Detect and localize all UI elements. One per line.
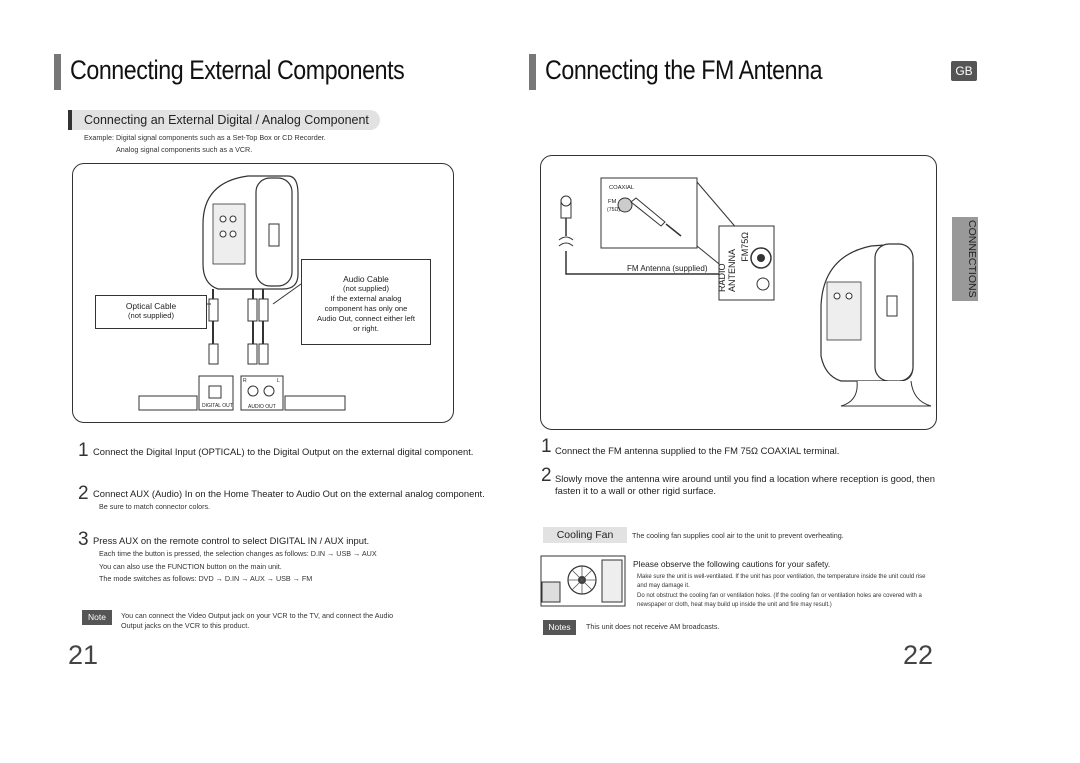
left-page-title: Connecting External Components <box>70 55 405 85</box>
cooling-fan-label: Cooling Fan <box>543 527 627 543</box>
step-2-sub: Be sure to match connector colors. <box>99 502 211 511</box>
component-connection-diagram <box>72 163 454 423</box>
section-subtitle: Connecting an External Digital / Analog Component <box>68 110 380 130</box>
fm75-label: FM75Ω <box>740 232 750 262</box>
notes-badge: Notes <box>543 620 576 635</box>
r-label: R <box>243 378 247 384</box>
coaxial-label: COAXIAL <box>609 185 635 191</box>
audio-out-label: AUDIO OUT <box>248 404 276 410</box>
note-line-2: Output jacks on the VCR to this product. <box>121 621 250 630</box>
antenna-illustration <box>541 156 936 429</box>
example-line-2: Analog signal components such as a VCR. <box>116 145 253 154</box>
example-line-1: Example: Digital signal components such as a Set-Top Box or CD Recorder. <box>84 133 326 142</box>
cooling-fan-illustration <box>540 554 630 610</box>
notes-text: This unit does not receive AM broadcasts. <box>586 622 720 631</box>
fan-icon <box>540 554 630 610</box>
page-number-left: 21 <box>68 640 99 670</box>
cautions-title: Please observe the following cautions for your safety. <box>633 559 831 569</box>
optical-cable-callout <box>95 295 207 329</box>
step-3-sub-2: You can also use the FUNCTION button on the main unit. <box>99 562 282 571</box>
fm-label: FM <box>608 199 617 205</box>
fm-step-1-text: Connect the FM antenna supplied to the FM 75Ω COAXIAL terminal. <box>555 445 840 456</box>
digital-out-label: DIGITAL OUT <box>202 403 233 409</box>
right-page-title: Connecting the FM Antenna <box>545 55 823 85</box>
step-3-text: Press AUX on the remote control to select DIGITAL IN / AUX input. <box>93 535 370 546</box>
radio-antenna-label: RADIO ANTENNA <box>717 248 737 292</box>
audio-cable-desc-3: Audio Out, connect either left <box>317 314 415 323</box>
optical-cable-label: Optical Cable <box>125 301 177 311</box>
step-1-text: Connect the Digital Input (OPTICAL) to the Digital Output on the external digital component. <box>93 446 474 457</box>
note-badge: Note <box>82 610 112 625</box>
step-3-sub-1: Each time the button is pressed, the selection changes as follows: D.IN → USB → AUX <box>99 549 377 558</box>
step-2-number: 2 <box>78 483 89 504</box>
fm-step-2-number: 2 <box>541 465 552 486</box>
fm-step-2-text-cont: fasten it to a wall or other rigid surface. <box>555 485 717 496</box>
audio-cable-note: (not supplied) <box>342 284 389 293</box>
fm-step-1-number: 1 <box>541 436 552 457</box>
fm-step-2-text: Slowly move the antenna wire around until you find a location where reception is good, then <box>555 473 935 484</box>
left-title-bar <box>54 54 61 90</box>
audio-cable-callout <box>301 259 431 345</box>
l-label: L <box>277 378 280 384</box>
connections-side-tab: CONNECTIONS <box>952 217 978 301</box>
language-badge: GB <box>951 61 977 81</box>
cooling-fan-text: The cooling fan supplies cool air to the unit to prevent overheating. <box>632 531 844 540</box>
page-number-right: 22 <box>903 640 934 670</box>
step-1-number: 1 <box>78 440 89 461</box>
fm-antenna-diagram <box>540 155 937 430</box>
caution-2a: Do not obstruct the cooling fan or ventilation holes. (If the cooling fan or ventilation holes are covered with a <box>637 593 922 599</box>
note-line-1: You can connect the Video Output jack on your VCR to the TV, and connect the Audio <box>121 611 394 620</box>
caution-1b: and may damage it. <box>637 583 690 589</box>
audio-cable-desc-1: If the external analog <box>330 294 402 303</box>
fm-antenna-label: FM Antenna (supplied) <box>627 264 708 273</box>
audio-cable-desc-2: component has only one <box>324 304 408 313</box>
step-2-text: Connect AUX (Audio) In on the Home Theater to Audio Out on the external analog component. <box>93 488 485 499</box>
caution-1a: Make sure the unit is well-ventilated. If the unit has poor ventilation, the temperature inside the unit could rise <box>637 574 926 580</box>
right-title-bar <box>529 54 536 90</box>
audio-cable-desc-4: or right. <box>353 324 379 333</box>
audio-cable-label: Audio Cable <box>343 274 389 284</box>
ohm-label: (75Ω) <box>607 207 621 213</box>
caution-2b: newspaper or cloth, heat may build up inside the unit and fire may result.) <box>637 602 832 608</box>
step-3-sub-3: The mode switches as follows: DVD → D.IN → AUX → USB → FM <box>99 574 313 583</box>
optical-cable-note: (not supplied) <box>127 311 174 320</box>
step-3-number: 3 <box>78 529 89 550</box>
